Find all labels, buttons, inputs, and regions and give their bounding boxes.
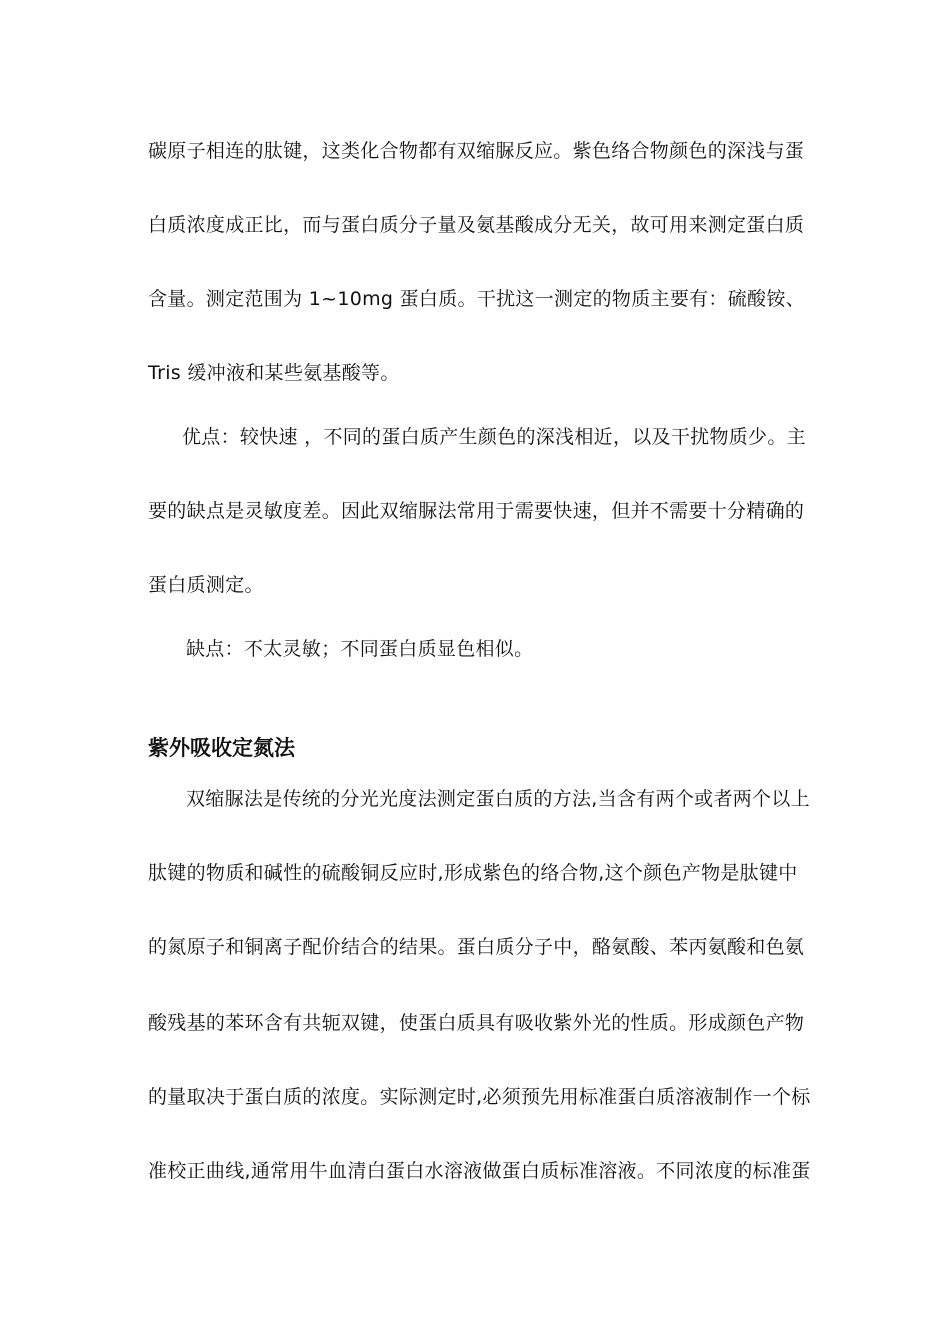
disadvantages-line: 缺点：不太灵敏；不同蛋白质显色相似。: [186, 638, 534, 660]
paragraph-line: 准校正曲线,通常用牛血清白蛋白水溶液做蛋白质标准溶液。不同浓度的标准蛋: [148, 1160, 811, 1182]
paragraph-line: 含量。测定范围为 1~10mg 蛋白质。干扰这一测定的物质主要有：硫酸铵、: [148, 288, 805, 310]
paragraph-line: 要的缺点是灵敏度差。因此双缩脲法常用于需要快速，但并不需要十分精确的: [148, 500, 805, 522]
paragraph-line: 的氮原子和铜离子配价结合的结果。蛋白质分子中，酪氨酸、苯丙氨酸和色氨: [148, 936, 805, 958]
paragraph-line: 白质浓度成正比，而与蛋白质分子量及氨基酸成分无关，故可用来测定蛋白质: [148, 214, 805, 236]
section-heading: 紫外吸收定氮法: [148, 736, 295, 760]
paragraph-line: 肽键的物质和碱性的硫酸铜反应时,形成紫色的络合物,这个颜色产物是肽键中: [148, 862, 798, 884]
paragraph-line: Tris 缓冲液和某些氨基酸等。: [148, 362, 400, 384]
advantages-line: 优点：较快速 ，不同的蛋白质产生颜色的深浅相近，以及干扰物质少。主: [182, 426, 806, 448]
paragraph-line: 蛋白质测定。: [148, 574, 264, 596]
paragraph-line: 双缩脲法是传统的分光光度法测定蛋白质的方法,当含有两个或者两个以上: [186, 788, 810, 810]
paragraph-line: 碳原子相连的肽键，这类化合物都有双缩脲反应。紫色络合物颜色的深浅与蛋: [148, 140, 805, 162]
paragraph-line: 酸残基的苯环含有共轭双键，使蛋白质具有吸收紫外光的性质。形成颜色产物: [148, 1012, 805, 1034]
paragraph-line: 的量取决于蛋白质的浓度。实际测定时,必须预先用标准蛋白质溶液制作一个标: [148, 1086, 811, 1108]
